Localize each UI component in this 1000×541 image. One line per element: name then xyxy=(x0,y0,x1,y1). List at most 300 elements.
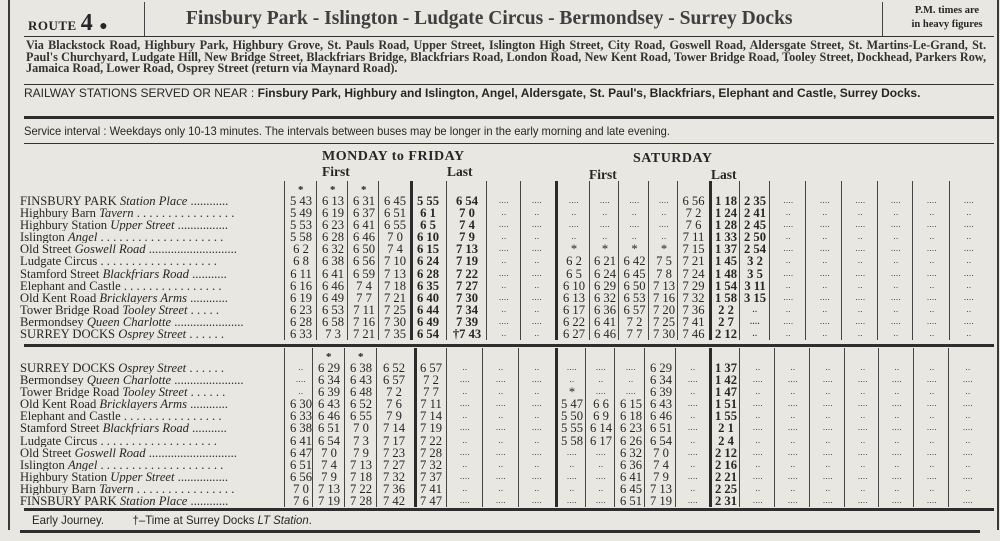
time-cell: 6 27 xyxy=(562,327,586,342)
station-name-detail: Queen Charlotte xyxy=(86,374,172,387)
time-cell: 6 10 xyxy=(562,278,586,293)
time-cell: .... xyxy=(783,292,794,302)
dot-leader: ............ xyxy=(187,195,229,208)
time-cell: 6 8 xyxy=(293,254,309,269)
time-cell: .. xyxy=(498,387,504,397)
time-cell: .... xyxy=(820,316,830,326)
time-cell: 7 3 xyxy=(325,327,341,342)
time-column xyxy=(915,362,949,507)
time-cell: .... xyxy=(927,447,937,457)
station-name-detail: Bricklayers Arms xyxy=(99,291,187,304)
time-cell: .... xyxy=(460,423,470,433)
early-journey-star: * xyxy=(361,184,367,196)
dot-leader: . . . . . . . . . . . . . . . . . . . . xyxy=(97,231,224,244)
time-cell: 6 18 xyxy=(619,409,643,424)
time-cell: .... xyxy=(688,471,698,481)
time-cell: .. xyxy=(534,387,540,397)
time-cell: .. xyxy=(569,375,575,385)
time-cell: 7 30 xyxy=(383,314,407,329)
time-cell: 7 0 xyxy=(293,481,309,496)
time-cell: 6 38 xyxy=(349,361,373,375)
time-cell: 6 29 xyxy=(649,361,673,375)
station-name-main: Old Kent Road xyxy=(20,291,97,304)
time-cell: .. xyxy=(501,232,507,242)
time-cell: .... xyxy=(788,423,798,433)
time-cell: 7 16 xyxy=(652,290,676,305)
time-cell: .... xyxy=(496,496,506,506)
time-cell: 6 37 xyxy=(352,206,376,221)
time-column xyxy=(741,362,775,507)
column-rule xyxy=(948,348,949,507)
time-cell: 6 56 xyxy=(682,194,705,208)
time-cell: .. xyxy=(858,304,863,314)
station-name-main: Tower Bridge Road xyxy=(20,303,120,316)
time-cell: 6 10 xyxy=(416,230,440,245)
time-cell: 7 27 xyxy=(455,278,479,293)
railway-label: RAILWAY STATIONS SERVED OR NEAR : xyxy=(24,86,255,100)
time-cell: 6 17 xyxy=(589,433,613,448)
time-cell: 6 21 xyxy=(593,254,617,269)
time-cell: 6 30 xyxy=(289,397,313,412)
time-cell: 7 18 xyxy=(349,469,373,484)
station-name-main: Ludgate Circus xyxy=(20,434,98,447)
station-name-detail: Tavern xyxy=(99,482,134,496)
time-cell: .. xyxy=(929,208,935,218)
time-cell: 7 9 xyxy=(321,469,337,484)
time-cell: .. xyxy=(602,232,608,242)
time-cell: .... xyxy=(626,387,636,397)
time-cell: 7 39 xyxy=(455,314,479,329)
time-cell: 6 41 xyxy=(321,266,345,281)
time-cell: 6 11 xyxy=(290,266,312,281)
time-cell: 7 5 xyxy=(656,254,672,269)
column-rule xyxy=(316,181,317,340)
dot-leader: ............ xyxy=(186,398,228,411)
time-cell: 1 55 xyxy=(714,409,738,424)
time-cell: .... xyxy=(823,496,833,506)
time-cell: .. xyxy=(966,256,972,266)
time-cell: 2 7 xyxy=(718,314,734,329)
time-cell: 7 32 xyxy=(419,457,443,472)
time-cell: 1 18 xyxy=(714,194,738,208)
station-name-detail: Upper Street xyxy=(110,470,175,483)
route-label: ROUTE xyxy=(28,18,77,33)
time-cell: .... xyxy=(855,244,866,254)
time-cell: .... xyxy=(753,399,763,409)
time-cell: 6 36 xyxy=(593,302,617,317)
time-cell: .. xyxy=(822,208,828,218)
time-cell: .. xyxy=(628,375,634,385)
time-cell: 6 2 xyxy=(293,242,309,257)
time-cell: 7 8 xyxy=(656,266,672,281)
time-cell: 6 57 xyxy=(382,373,406,388)
time-cell: 1 37 xyxy=(714,242,738,257)
time-cell: 5 58 xyxy=(560,433,584,448)
time-cell: .. xyxy=(534,208,540,218)
station-name-detail: Goswell Road xyxy=(74,243,146,256)
time-cell: 6 14 xyxy=(589,421,613,436)
time-cell: 5 58 xyxy=(289,230,313,245)
dot-leader: . . . . . . . . . . . . . . . . . . . xyxy=(97,434,217,447)
time-cell: 7 22 xyxy=(419,433,443,448)
time-cell: .. xyxy=(752,304,758,314)
time-cell: .. xyxy=(501,256,507,266)
time-cell: * xyxy=(601,242,609,257)
time-column xyxy=(378,362,410,507)
time-cell: .... xyxy=(460,471,470,481)
time-cell: 5 47 xyxy=(560,397,584,412)
time-cell: .... xyxy=(823,399,833,409)
time-cell: .. xyxy=(860,363,866,372)
time-cell: .... xyxy=(688,423,698,433)
time-cell: .. xyxy=(894,387,900,397)
time-cell: 7 0 xyxy=(653,445,669,460)
via-route-text: Via Blackstock Road, Highbury Park, Highbury Grove, St. Pauls Road, Upper Street, Islington High Street, City Road, Goswell Road, Aldersgate Street, St. Martins-Le-Grand, St. Paul's Churchyard, Ludgate Hill, New Bridge Street, Blackfriars Bridge, Blackfriars Road, London Road, New Kent Road, Tower Bridge Road, Tooley Street, Dockhead, Parkers Row, Jamaica Road, Lower Road, Osprey Street (return via Maynard Road). xyxy=(26,38,986,75)
dot-leader: . . . . . . xyxy=(187,386,226,399)
time-cell: 7 2 xyxy=(626,314,643,329)
early-journey-star: * xyxy=(326,351,332,363)
time-cell: .... xyxy=(823,375,833,385)
time-cell: 7 36 xyxy=(682,302,705,317)
time-cell: .. xyxy=(690,411,696,421)
time-cell: 7 6 xyxy=(685,218,702,233)
time-cell: .. xyxy=(534,232,540,242)
time-cell: 7 17 xyxy=(382,433,406,448)
time-cell: .. xyxy=(965,483,971,493)
time-cell: .. xyxy=(894,363,900,372)
time-cell: .. xyxy=(498,459,504,469)
time-cell: .... xyxy=(567,471,577,481)
time-cell: .. xyxy=(860,483,866,493)
column-rule xyxy=(805,181,806,340)
station-name-main: Highbury Barn xyxy=(20,482,96,496)
time-cell: 6 51 xyxy=(383,206,407,221)
station-name xyxy=(20,316,272,328)
time-cell: .. xyxy=(598,459,604,469)
time-cell: 6 46 xyxy=(593,327,617,342)
time-cell: 2 4 xyxy=(718,433,734,448)
time-cell: 6 59 xyxy=(352,266,376,281)
time-cell: .... xyxy=(927,375,937,385)
time-cell: .... xyxy=(532,423,542,433)
time-cell: .. xyxy=(298,363,304,372)
time-cell: 1 33 xyxy=(714,230,738,245)
time-cell: .. xyxy=(893,329,899,339)
header xyxy=(10,2,995,36)
mon-fri-first-label: First xyxy=(322,164,350,179)
time-cell: 7 13 xyxy=(649,481,673,496)
time-cell: .. xyxy=(893,304,899,314)
time-cell: 7 14 xyxy=(382,421,406,436)
time-cell: 7 4 xyxy=(321,457,337,472)
time-cell: .... xyxy=(567,496,577,506)
column-rule xyxy=(614,348,615,507)
column-rule xyxy=(912,181,913,340)
column-rule xyxy=(877,181,878,340)
station-name xyxy=(20,447,272,459)
mon-fri-heading: MONDAY to FRIDAY xyxy=(322,149,465,164)
time-cell: .... xyxy=(460,375,470,385)
time-cell: 7 41 xyxy=(419,481,443,496)
time-cell: .. xyxy=(893,256,899,266)
time-cell: 1 54 xyxy=(714,278,738,293)
time-column xyxy=(448,195,486,340)
time-cell: .. xyxy=(929,329,935,339)
time-cell: 6 13 xyxy=(562,290,586,305)
time-cell: .... xyxy=(460,496,470,506)
time-cell: 7 13 xyxy=(383,266,407,281)
time-cell: .... xyxy=(927,399,937,409)
time-column xyxy=(843,195,878,340)
time-cell: 7 22 xyxy=(455,266,479,281)
station-name-main: Tower Bridge Road xyxy=(20,386,120,399)
time-cell: 7 41 xyxy=(682,314,705,329)
time-cell: .. xyxy=(786,329,791,339)
time-cell: 6 34 xyxy=(317,373,341,388)
time-column xyxy=(914,195,950,340)
dot-leader: . . . . . . xyxy=(186,328,224,341)
time-cell: .... xyxy=(892,375,902,385)
column-rule xyxy=(618,181,619,340)
time-cell: .. xyxy=(755,483,761,493)
time-cell: .... xyxy=(820,244,830,254)
time-cell: .... xyxy=(788,447,798,457)
time-cell: .. xyxy=(632,232,637,242)
station-name xyxy=(20,195,272,207)
time-cell: †7 43 xyxy=(452,327,482,342)
time-cell: 6 55 xyxy=(383,218,407,233)
time-cell: 7 34 xyxy=(455,302,479,317)
dot-leader: ............................ xyxy=(145,243,237,256)
time-column xyxy=(951,195,987,340)
time-cell: .... xyxy=(753,375,763,385)
time-cell: 6 54 xyxy=(649,433,673,448)
time-cell: .. xyxy=(755,387,761,397)
station-name-main: FINSBURY PARK xyxy=(20,495,117,508)
time-cell: .. xyxy=(690,435,696,445)
time-cell: .... xyxy=(496,375,506,385)
time-cell: .... xyxy=(532,471,542,481)
station-name xyxy=(20,231,272,243)
time-cell: .. xyxy=(632,208,637,218)
time-cell: .. xyxy=(929,304,935,314)
time-cell: 7 6 xyxy=(293,494,309,509)
time-cell: .... xyxy=(820,196,830,205)
time-cell: 6 41 xyxy=(289,433,313,448)
station-name xyxy=(20,207,272,219)
time-cell: .. xyxy=(661,232,667,242)
time-cell: .... xyxy=(600,220,610,230)
time-cell: .. xyxy=(690,387,696,397)
time-cell: 7 14 xyxy=(419,409,443,424)
time-cell: 7 7 xyxy=(356,290,372,305)
time-column xyxy=(650,195,678,340)
column-rule xyxy=(312,348,313,507)
time-cell: .. xyxy=(822,304,828,314)
time-cell: 1 51 xyxy=(714,397,738,412)
time-column xyxy=(677,362,709,507)
time-cell: 7 4 xyxy=(356,278,372,293)
time-cell: 7 7 xyxy=(626,327,643,342)
time-cell: 5 55 xyxy=(560,421,584,436)
time-cell: 6 31 xyxy=(352,194,376,208)
time-cell: .. xyxy=(965,459,971,469)
time-column xyxy=(346,362,376,507)
time-cell: .... xyxy=(892,496,902,506)
column-rule xyxy=(739,181,740,340)
time-cell: 7 7 xyxy=(423,385,439,400)
time-cell: .... xyxy=(567,363,577,372)
time-column xyxy=(522,195,552,340)
time-cell: 7 35 xyxy=(383,327,407,342)
time-cell: 6 24 xyxy=(593,266,617,281)
time-cell: .... xyxy=(855,268,866,278)
station-name-main: Islington xyxy=(20,458,65,471)
time-cell: .... xyxy=(963,399,973,409)
time-cell: .. xyxy=(534,483,540,493)
time-cell: .. xyxy=(893,280,899,290)
time-cell: 7 11 xyxy=(353,302,375,317)
time-cell: .... xyxy=(820,292,830,302)
time-cell: 6 28 xyxy=(416,266,440,281)
time-cell: 5 43 xyxy=(289,194,313,208)
time-column xyxy=(879,195,913,340)
route-mark-icon: ● xyxy=(99,19,109,34)
time-cell: 6 2 xyxy=(566,254,582,269)
time-cell: .... xyxy=(753,423,763,433)
time-cell: .... xyxy=(499,268,509,278)
time-column xyxy=(771,195,806,340)
time-cell: .... xyxy=(753,496,763,506)
footnote-dagger-station: LT Station xyxy=(257,513,309,527)
time-cell: .. xyxy=(965,363,971,372)
time-cell: .... xyxy=(460,399,470,409)
station-name-detail: Blackfriars Road xyxy=(102,267,189,280)
time-cell: 7 0 xyxy=(387,230,403,245)
time-cell: 1 28 xyxy=(714,218,738,233)
time-cell: .. xyxy=(893,232,899,242)
time-cell: .. xyxy=(602,208,608,218)
time-column xyxy=(314,362,344,507)
time-cell: 5 50 xyxy=(560,409,584,424)
time-cell: 3 11 xyxy=(744,278,766,293)
time-cell: .. xyxy=(462,411,468,421)
time-cell: .. xyxy=(534,256,540,266)
time-cell: 6 51 xyxy=(289,457,313,472)
time-cell: .. xyxy=(965,387,971,397)
dot-leader: . . . . . . . . . . . . . . . . xyxy=(133,207,235,220)
time-cell: .... xyxy=(891,316,901,326)
time-cell: 6 40 xyxy=(416,290,440,305)
time-cell: .... xyxy=(963,423,973,433)
time-cell: .... xyxy=(927,196,937,205)
route-number: 4 xyxy=(80,10,94,36)
time-cell: .. xyxy=(752,329,758,339)
time-cell: 3 15 xyxy=(743,290,767,305)
time-cell: .... xyxy=(567,447,577,457)
column-rule xyxy=(410,181,413,340)
time-cell: 6 51 xyxy=(619,494,643,509)
dot-leader: . . . . . xyxy=(187,303,219,316)
time-cell: 6 5 xyxy=(566,266,582,281)
time-cell: 7 9 xyxy=(459,230,475,245)
time-cell: 7 0 xyxy=(459,206,475,221)
service-interval: Service interval : Weekdays only 10-13 minutes. The intervals between buses may be longer in the early morning and late evening. xyxy=(24,124,670,138)
time-cell: 7 22 xyxy=(349,481,373,496)
time-cell: 6 58 xyxy=(321,314,345,329)
saturday-heading: SATURDAY xyxy=(633,151,713,166)
station-name-detail: Blackfriars Road xyxy=(102,422,189,435)
time-cell: 6 28 xyxy=(321,230,345,245)
time-cell: .... xyxy=(927,244,937,254)
time-cell: 6 47 xyxy=(289,445,313,460)
time-cell: .... xyxy=(964,220,974,230)
time-cell: .... xyxy=(296,375,306,385)
time-cell: .. xyxy=(966,280,972,290)
station-name-detail: Osprey Street xyxy=(118,328,187,341)
time-cell: .. xyxy=(966,329,972,339)
time-cell: .... xyxy=(823,447,833,457)
station-name-detail: Station Place xyxy=(119,195,188,208)
time-cell: .... xyxy=(927,316,937,326)
time-cell: .. xyxy=(965,411,971,421)
time-cell: .. xyxy=(929,459,935,469)
time-cell: .... xyxy=(963,375,973,385)
time-cell: .. xyxy=(825,387,831,397)
time-cell: 7 18 xyxy=(383,278,407,293)
header-divider xyxy=(882,2,883,36)
station-name-detail: Bricklayers Arms xyxy=(99,398,187,411)
time-cell: 6 54 xyxy=(317,433,341,448)
time-cell: .... xyxy=(499,244,509,254)
time-cell: .. xyxy=(462,483,468,493)
time-column xyxy=(416,362,446,507)
time-column xyxy=(587,362,615,507)
time-cell: 6 41 xyxy=(593,314,617,329)
time-cell: 7 47 xyxy=(419,494,443,509)
divider xyxy=(24,84,994,85)
dot-leader: . . . . . . . . . . . . . . . . xyxy=(133,482,235,496)
station-name-main: Old Kent Road xyxy=(20,398,97,411)
station-name-detail: Tavern xyxy=(99,207,134,220)
time-cell: .. xyxy=(501,329,507,339)
time-cell: 6 52 xyxy=(349,397,373,412)
route-title: Finsbury Park - Islington - Ludgate Circus - Bermondsey - Surrey Docks xyxy=(186,8,793,29)
time-cell: .. xyxy=(893,208,899,218)
time-cell: .... xyxy=(964,292,974,302)
time-cell: 7 19 xyxy=(317,494,341,509)
time-cell: .... xyxy=(532,447,542,457)
dot-leader: ................ xyxy=(174,219,229,232)
time-cell: 2 16 xyxy=(714,457,738,472)
column-rule xyxy=(284,181,285,340)
time-cell: .. xyxy=(790,435,796,445)
time-cell: 6 41 xyxy=(352,218,376,233)
time-cell: 7 42 xyxy=(382,494,406,509)
time-cell: 2 1 xyxy=(718,421,734,436)
time-cell: 7 13 xyxy=(652,278,676,293)
column-rule xyxy=(414,348,417,507)
dot-leader: . . . . . . xyxy=(186,362,224,375)
time-cell: 6 36 xyxy=(619,457,643,472)
time-cell: .... xyxy=(858,471,868,481)
time-cell: 7 13 xyxy=(317,481,341,496)
time-cell: 6 56 xyxy=(289,469,313,484)
column-rule xyxy=(446,181,447,340)
time-cell: * xyxy=(570,242,578,257)
time-cell: .. xyxy=(894,459,900,469)
time-cell: .. xyxy=(965,435,971,445)
